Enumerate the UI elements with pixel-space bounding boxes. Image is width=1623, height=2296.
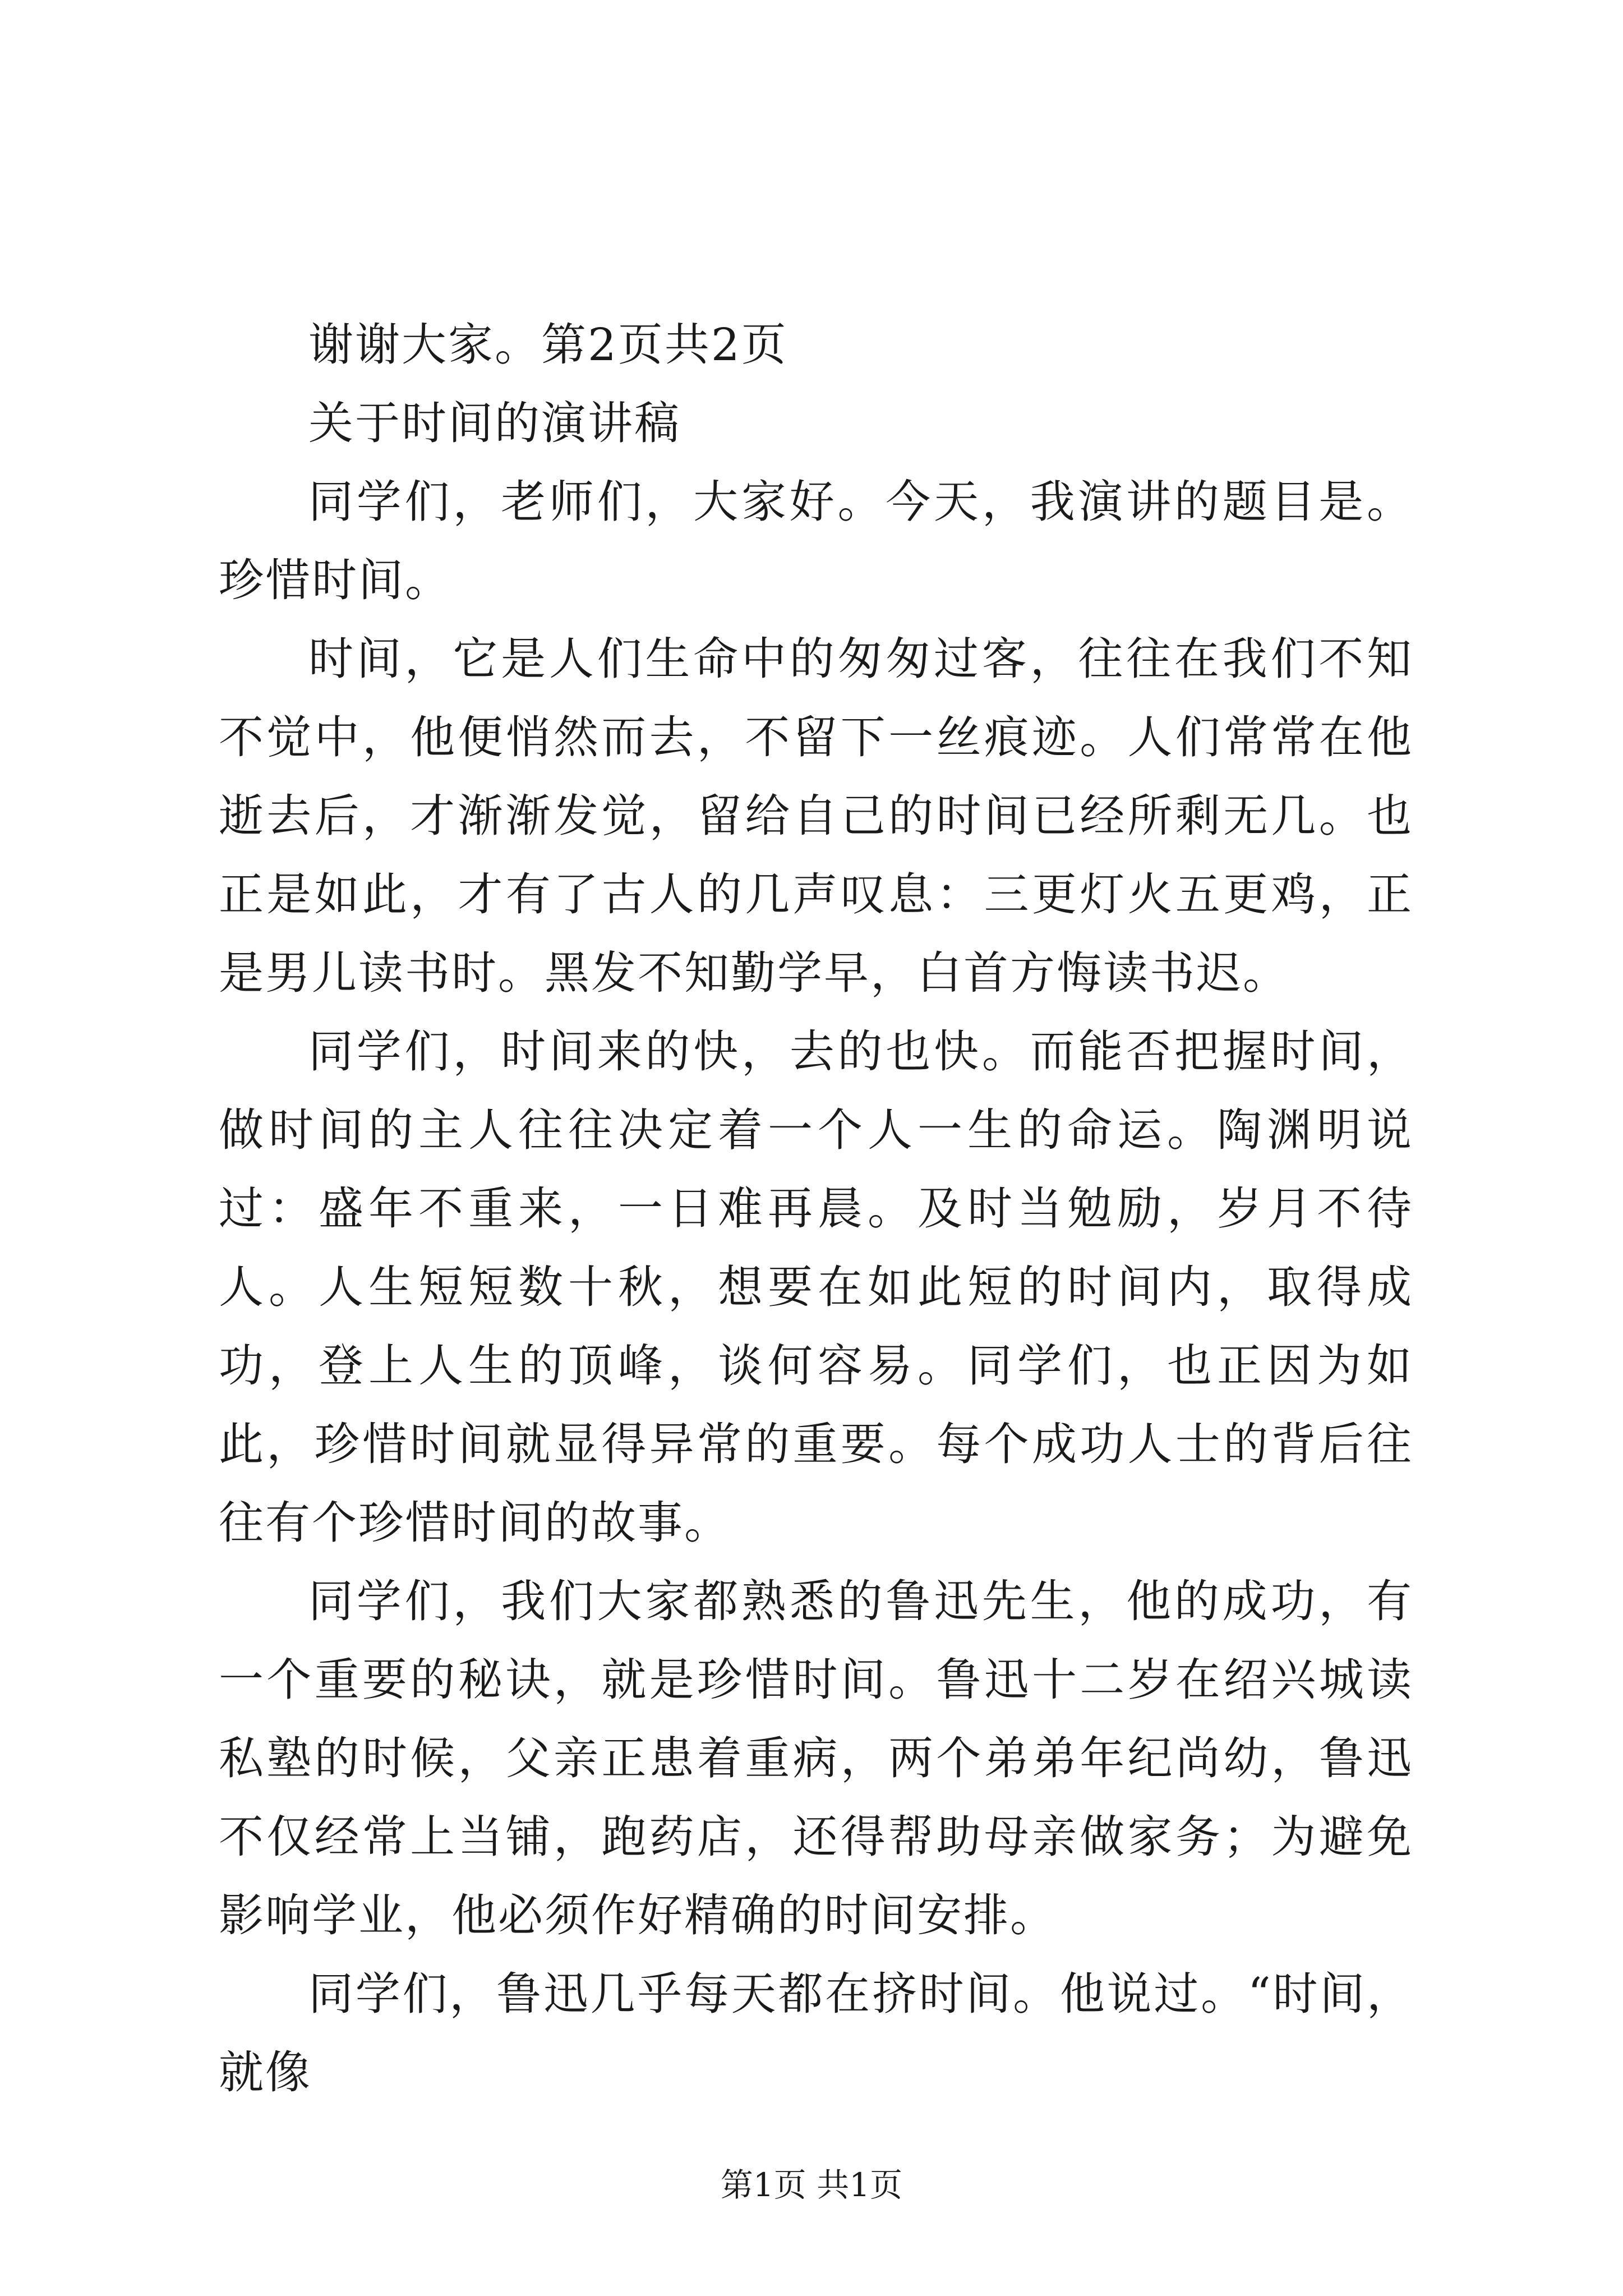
paragraph-time-fast: 同学们，时间来的快，去的也快。而能否把握时间，做时间的主人往往决定着一个人一生的命运。陶渊明说过：盛年不重来，一日难再晨。及时当勉励，岁月不待人。人生短短数十秋，想要在如此短的时间内，取得成功，登上人生的顶峰，谈何容易。同学们，也正因为如此，珍惜时间就显得异常的重要。每个成功人士的背后往往有个珍惜时间的故事。 <box>219 1025 1413 1549</box>
paragraph-thanks: 谢谢大家。第2页共2页 <box>308 319 788 371</box>
paragraph-time-passing: 时间，它是人们生命中的匆匆过客，往往在我们不知不觉中，他便悄然而去，不留下一丝痕迹。人们常常在他逝去后，才渐渐发觉，留给自己的时间已经所剩无几。也正是如此，才有了古人的几声叹息：三更灯火五更鸡，正是男儿读书时。黑发不知勤学早，白首方悔读书迟。 <box>219 633 1413 999</box>
paragraph-luxun-quote: 同学们，鲁迅几乎每天都在挤时间。他说过。“时间，就像 <box>219 1968 1413 2099</box>
paragraph-luxun-story: 同学们，我们大家都熟悉的鲁迅先生，他的成功，有一个重要的秘诀，就是珍惜时间。鲁迅十二岁在绍兴城读私塾的时候，父亲正患着重病，两个弟弟年纪尚幼，鲁迅不仅经常上当铺，跑药店，还得帮助母亲做家务；为避免影响学业，他必须作好精确的时间安排。 <box>219 1575 1413 1941</box>
paragraph-greeting: 同学们，老师们，大家好。今天，我演讲的题目是。珍惜时间。 <box>219 476 1413 606</box>
page-footer: 第1页 共1页 <box>720 2166 903 2204</box>
document-body <box>219 306 1413 2112</box>
speech-title: 关于时间的演讲稿 <box>308 397 681 449</box>
